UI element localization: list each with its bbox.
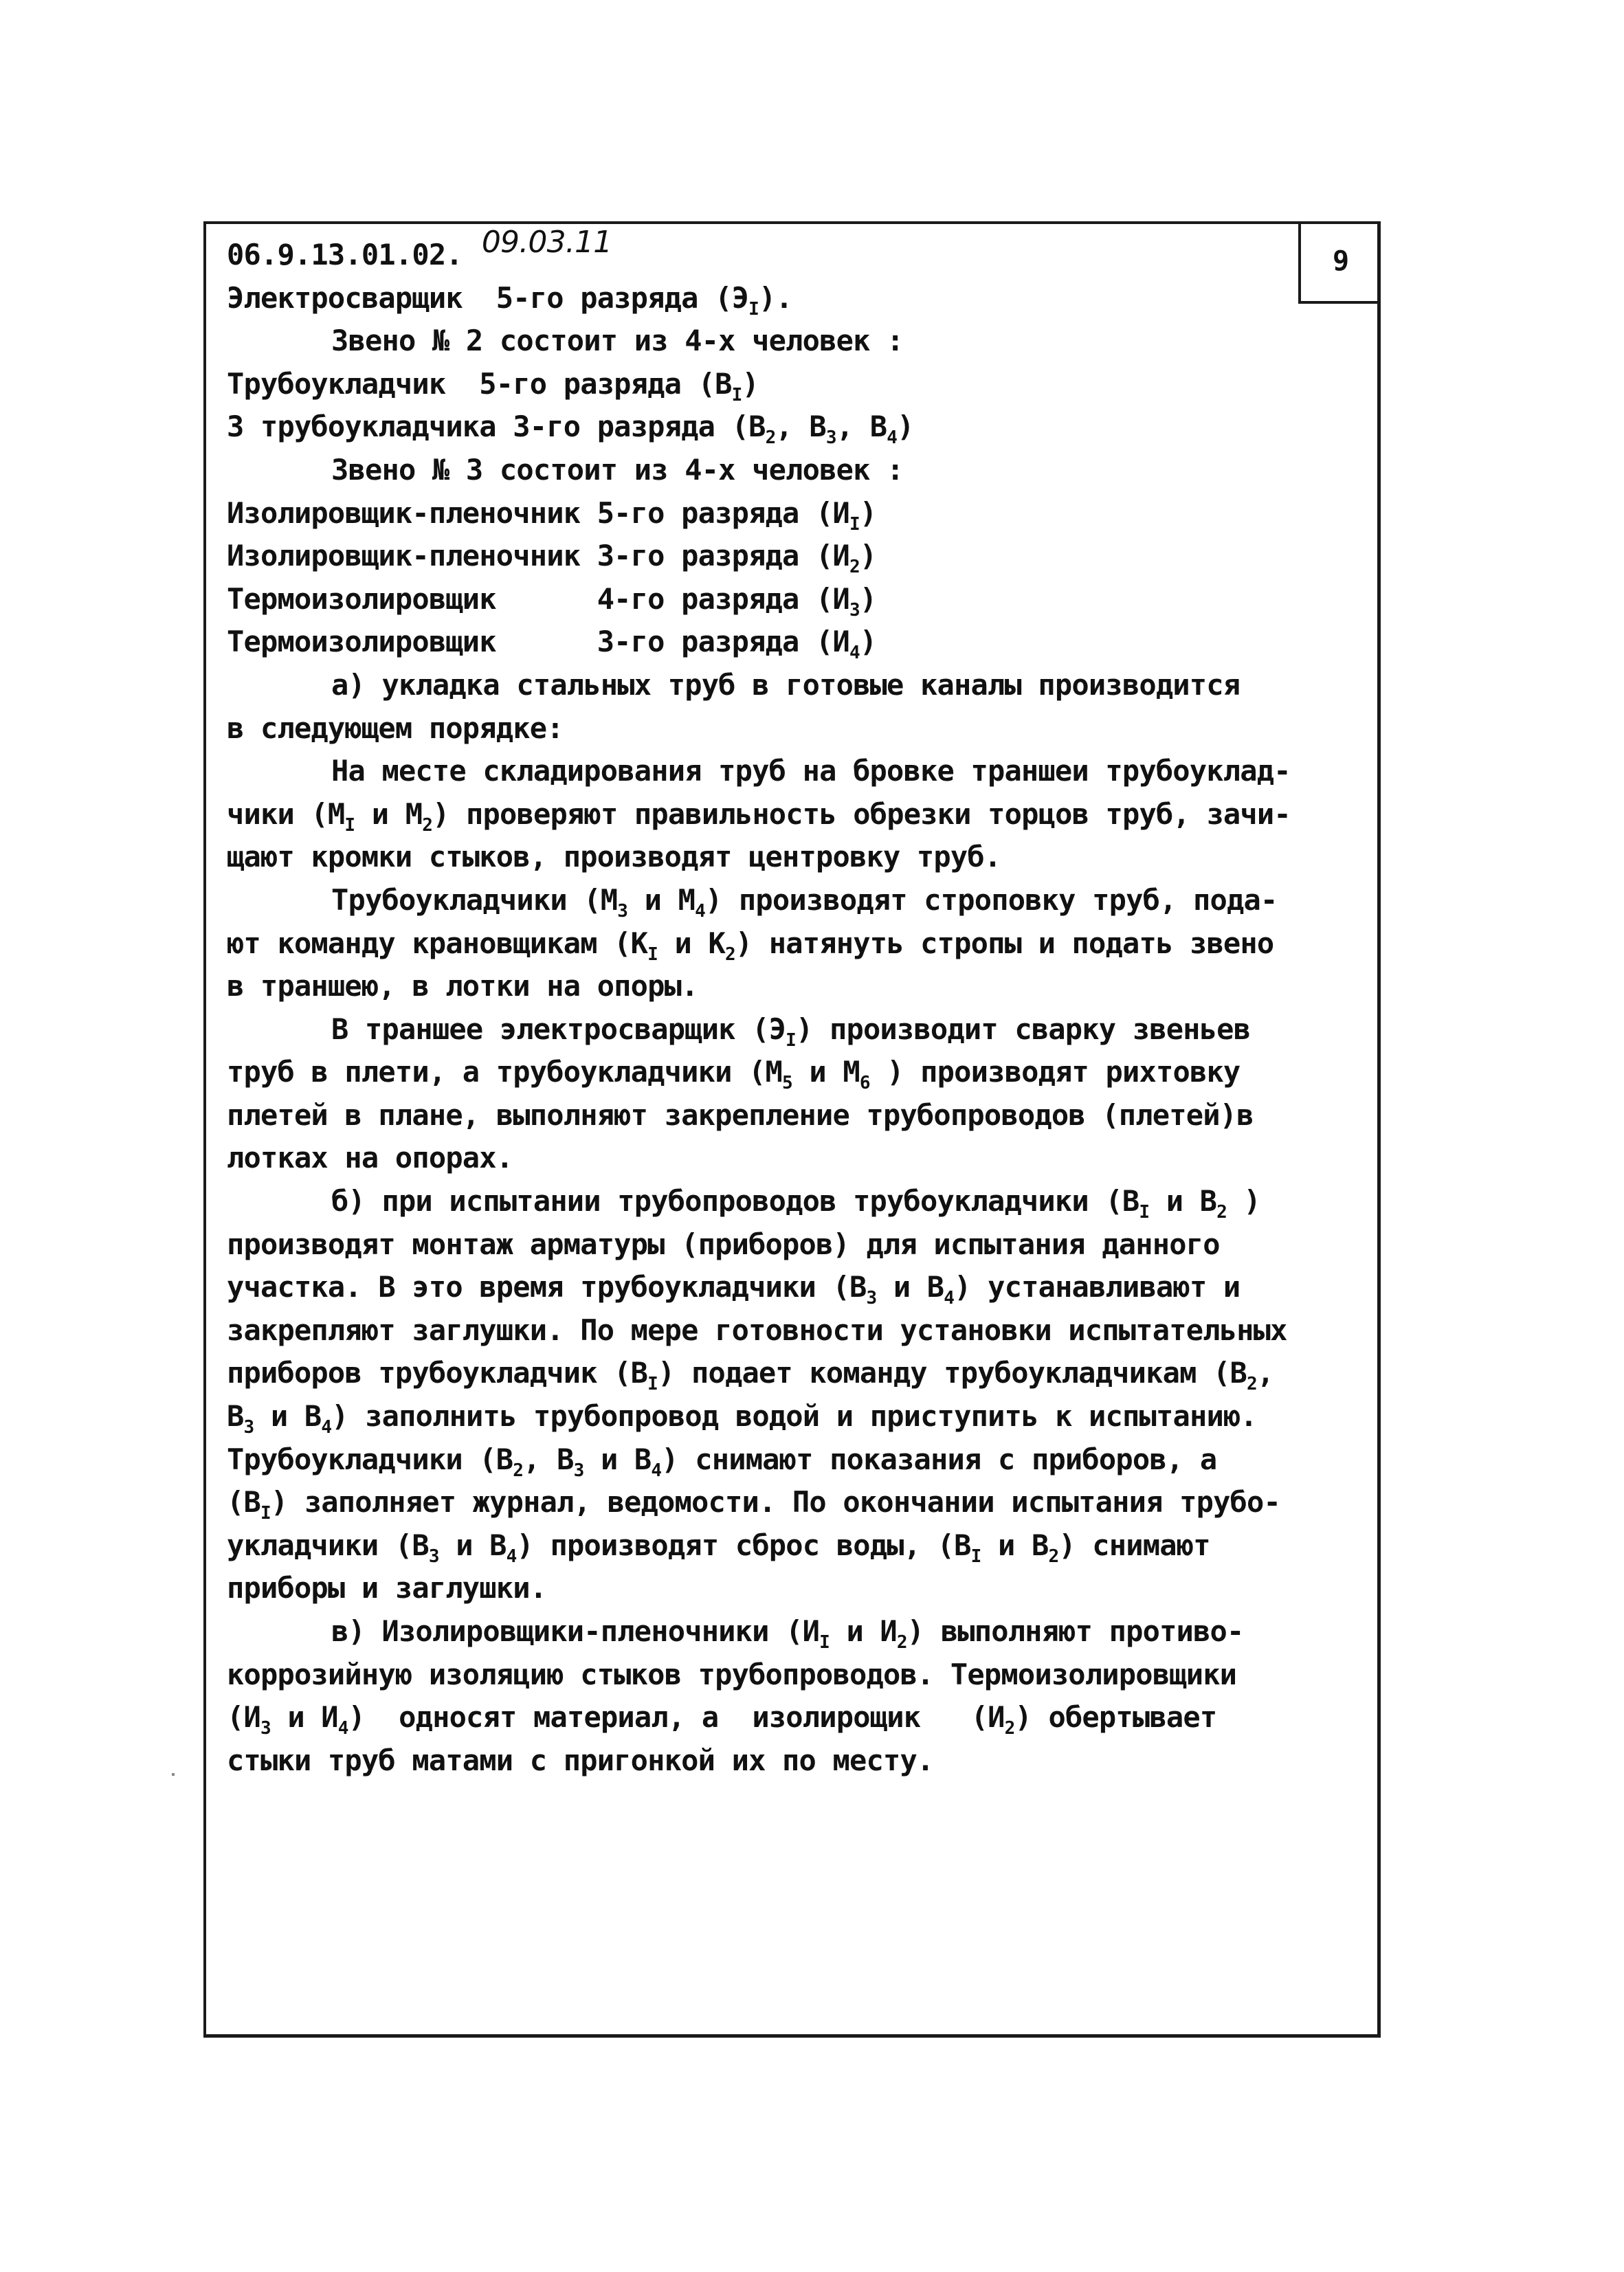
text-run: и И [829, 1614, 897, 1648]
text-line [227, 1223, 1354, 1267]
text-run: ) [859, 495, 877, 530]
subscript-index: 5 [782, 1073, 792, 1094]
header-line [227, 225, 1354, 277]
text-run: и В [1149, 1184, 1217, 1218]
text-run: и М [355, 797, 423, 831]
text-line [227, 664, 1354, 707]
text-run: коррозийную изоляцию стыков трубопроводов. Термоизолировщики [227, 1657, 1237, 1691]
text-run: ) натянуть стропы и подать звено [735, 926, 1274, 960]
subscript-index: 2 [1216, 1202, 1227, 1223]
text-run: и К [658, 926, 725, 960]
subscript-index: 3 [243, 1417, 254, 1438]
text-run: ) выполняют противо- [906, 1614, 1244, 1648]
text-run: закрепляют заглушки. По мере готовности установки испытательных [227, 1313, 1287, 1347]
text-run: ). [758, 280, 792, 315]
text-line [227, 1352, 1354, 1395]
subscript-index: 2 [422, 814, 433, 836]
text-run: производят монтаж арматуры (приборов) для испытания данного [227, 1227, 1220, 1261]
text-run: ) заполнить трубопровод водой и приступить к испытанию. [331, 1399, 1257, 1434]
text-run: ) устанавливают и [954, 1270, 1241, 1304]
text-run: и В [254, 1399, 322, 1434]
text-run: ) производят строповку труб, пода- [704, 882, 1278, 917]
subscript-index: 6 [859, 1073, 870, 1094]
subscript-index: 4 [321, 1417, 332, 1438]
subscript-index: 4 [849, 643, 860, 664]
text-run: ) производят рихтовку [869, 1055, 1241, 1089]
subscript-index: I [260, 1503, 271, 1524]
text-run: в траншею, в лотки на опоры. [227, 969, 698, 1003]
text-run: Трубоукладчик 5-го разряда (В [227, 366, 732, 401]
text-run: приборов трубоукладчик (В [227, 1356, 648, 1390]
text-line [227, 1739, 1354, 1783]
text-line [227, 1438, 1354, 1482]
text-run: На месте складирования труб на бровке траншеи трубоуклад- [331, 754, 1291, 788]
text-line [227, 1137, 1354, 1180]
subscript-index: 3 [849, 599, 860, 621]
subscript-index: 4 [337, 1718, 348, 1739]
text-run: и М [627, 882, 696, 917]
text-run: , В [836, 410, 887, 444]
text-run: в) Изолировщики-пленочники (И [331, 1614, 820, 1648]
subscript-index: I [849, 513, 860, 535]
text-run: и В [583, 1442, 652, 1476]
text-line [227, 965, 1354, 1008]
subscript-index: 2 [1004, 1718, 1015, 1739]
subscript-index: 3 [260, 1718, 271, 1739]
text-line [227, 707, 1354, 750]
subscript-index: 2 [765, 427, 776, 449]
subscript-index: I [786, 1029, 796, 1051]
text-run: В [227, 1399, 244, 1434]
text-line [227, 1481, 1354, 1524]
text-run: Изолировщик-пленочник 5-го разряда (И [227, 495, 849, 530]
subscript-index: I [748, 298, 759, 320]
text-run: Термоизолировщик 3-го разряда (И [227, 625, 849, 659]
text-run: Изолировщик-пленочник 3-го разряда (И [227, 539, 849, 573]
text-run: (В [227, 1485, 260, 1519]
text-line [227, 750, 1354, 793]
text-line [227, 621, 1354, 664]
text-line [227, 1180, 1354, 1223]
text-line [227, 1266, 1354, 1309]
text-line [227, 1309, 1354, 1352]
text-run: В траншее электросварщик (Э [331, 1012, 786, 1046]
text-run: участка. В это время трубоукладчики (В [227, 1270, 867, 1304]
text-run: ) односят материал, а изолирощик (И [348, 1700, 1005, 1735]
text-run: ) [897, 410, 914, 444]
subscript-index: 3 [866, 1288, 877, 1309]
subscript-index: 3 [573, 1460, 584, 1481]
text-line [227, 1653, 1354, 1697]
text-line [227, 492, 1354, 535]
subscript-index: 3 [428, 1546, 439, 1567]
subscript-index: I [731, 384, 742, 405]
text-run: ) [742, 366, 759, 401]
subscript-index: 2 [1048, 1546, 1059, 1567]
text-line [227, 449, 1354, 492]
text-line [227, 320, 1354, 363]
text-line [227, 405, 1354, 449]
text-run: , В [775, 410, 826, 444]
subscript-index: 2 [896, 1632, 907, 1653]
page-number: 9 [1332, 245, 1350, 277]
subscript-index: 4 [887, 427, 898, 449]
subscript-index: 3 [825, 427, 836, 449]
subscript-index: 2 [849, 557, 860, 578]
text-line [227, 922, 1354, 966]
scan-artifact [172, 1773, 175, 1776]
text-run: в следующем порядке: [227, 711, 564, 745]
text-run: и В [876, 1270, 944, 1304]
text-line [227, 879, 1354, 922]
text-run: Термоизолировщик 4-го разряда (И [227, 581, 849, 616]
subscript-index: 4 [506, 1546, 517, 1567]
text-run: Звено № 3 состоит из 4-х человек : [331, 452, 904, 487]
subscript-index: I [344, 814, 355, 836]
document-body [227, 225, 1354, 1782]
subscript-index: 4 [695, 900, 705, 922]
text-line [227, 277, 1354, 320]
text-run: б) при испытании трубопроводов трубоукладчики (В [331, 1184, 1139, 1218]
subscript-index: I [970, 1546, 981, 1567]
text-run: плетей в плане, выполняют закрепление трубопроводов (плетей)в [227, 1098, 1254, 1132]
doc-code: 06.9.13.01.02. [227, 238, 463, 271]
text-run: ) [859, 581, 877, 616]
subscript-index: 2 [1247, 1374, 1257, 1395]
text-run: стыки труб матами с пригонкой их по месту. [227, 1743, 934, 1777]
text-run: ) [1227, 1184, 1260, 1218]
subscript-index: I [819, 1632, 830, 1653]
text-run: , [1256, 1356, 1274, 1390]
text-run: труб в плети, а трубоукладчики (М [227, 1055, 783, 1089]
subscript-index: 4 [944, 1288, 955, 1309]
subscript-index: 2 [724, 944, 735, 965]
text-run: приборы и заглушки. [227, 1571, 547, 1605]
text-run: Трубоукладчики (В [227, 1442, 513, 1476]
text-line [227, 363, 1354, 406]
text-run: и В [981, 1528, 1049, 1562]
text-line [227, 1051, 1354, 1094]
text-run: 3 трубоукладчика 3-го разряда (В [227, 410, 766, 444]
text-run: лотках на опорах. [227, 1141, 513, 1175]
subscript-index: 2 [513, 1460, 524, 1481]
text-line [227, 1610, 1354, 1653]
text-run: ) снимают показания с приборов, а [661, 1442, 1217, 1476]
text-run: ) заполняет журнал, ведомости. По окончании испытания трубо- [270, 1485, 1281, 1519]
text-run: ) проверяют правильность обрезки торцов труб, зачи- [432, 797, 1291, 831]
text-line [227, 1008, 1354, 1051]
text-run: ) снимают [1058, 1528, 1210, 1562]
text-run: чики (М [227, 797, 345, 831]
text-run: Звено № 2 состоит из 4-х человек : [331, 324, 904, 358]
subscript-index: I [1139, 1202, 1150, 1223]
text-run: укладчики (В [227, 1528, 429, 1562]
text-line [227, 1395, 1354, 1438]
text-run: ) производит сварку звеньев [796, 1012, 1251, 1046]
text-run: Трубоукладчики (М [331, 882, 618, 917]
text-run: ) обертывает [1014, 1700, 1217, 1735]
text-line [227, 793, 1354, 836]
text-run: Электросварщик 5-го разряда (Э [227, 280, 749, 315]
text-run: а) укладка стальных труб в готовые каналы производится [331, 667, 1241, 702]
subscript-index: 4 [651, 1460, 662, 1481]
handwritten-date: 09.03.11 [481, 225, 612, 260]
text-run: и В [438, 1528, 507, 1562]
subscript-index: I [647, 944, 658, 965]
text-run: ) подает команду трубоукладчикам (В [658, 1356, 1247, 1390]
text-line [227, 1094, 1354, 1137]
body-lines [227, 277, 1354, 1783]
text-line [227, 1524, 1354, 1568]
text-run: щают кромки стыков, производят центровку труб. [227, 840, 1001, 874]
text-line [227, 1567, 1354, 1610]
text-run: , В [523, 1442, 574, 1476]
text-line [227, 1696, 1354, 1739]
text-line [227, 578, 1354, 621]
subscript-index: 3 [617, 900, 628, 922]
text-run: ) [859, 539, 877, 573]
text-run: и И [270, 1700, 338, 1735]
subscript-index: I [647, 1374, 658, 1395]
text-run: ) производят сброс воды, (В [516, 1528, 971, 1562]
text-run: ют команду крановщикам (К [227, 926, 648, 960]
text-line [227, 836, 1354, 879]
text-run: (И [227, 1700, 260, 1735]
text-line [227, 535, 1354, 578]
text-run: и М [792, 1055, 860, 1089]
text-run: ) [859, 625, 877, 659]
